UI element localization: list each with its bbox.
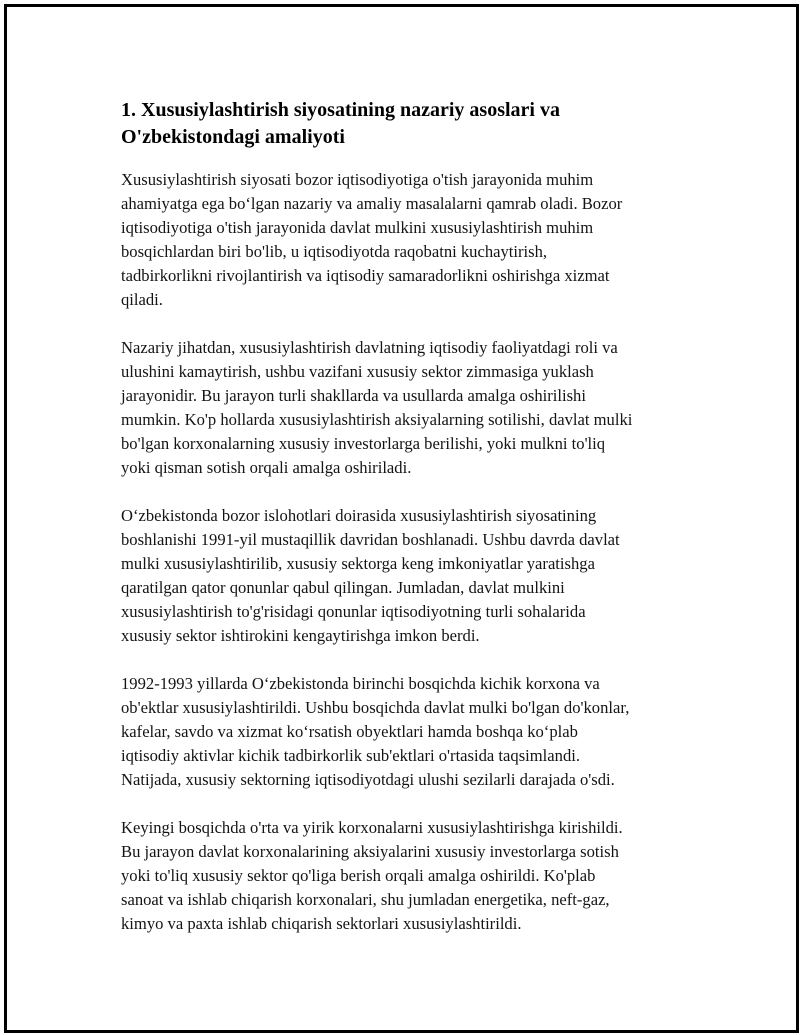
- paragraph-line: ob'ektlar xususiylashtirildi. Ushbu bosqichda davlat mulki bo'lgan do'konlar,: [121, 698, 630, 717]
- paragraph-line: qaratilgan qator qonunlar qabul qilingan. Jumladan, davlat mulkini: [121, 578, 565, 597]
- paragraph-line: bo'lgan korxonalarning xususiy investorlarga berilishi, yoki mulkni to'liq: [121, 434, 606, 453]
- paragraph-line: bosqichlardan biri bo'lib, u iqtisodiyotda raqobatni kuchaytirish,: [121, 242, 548, 261]
- paragraph: [121, 504, 741, 648]
- paragraph-line: tadbirkorlikni rivojlantirish va iqtisodiy samaradorlikni oshirishga xizmat: [121, 266, 610, 285]
- paragraph-line: ahamiyatga ega bo‘lgan nazariy va amaliy masalalarni qamrab oladi. Bozor: [121, 194, 623, 213]
- paragraph-line: 1992-1993 yillarda O‘zbekistonda birinchi bosqichda kichik korxona va: [121, 674, 600, 693]
- paragraph-line: kafelar, savdo va xizmat ko‘rsatish obyektlari hamda boshqa ko‘plab: [121, 722, 578, 741]
- paragraph: [121, 336, 741, 480]
- paragraph: [121, 168, 741, 312]
- paragraph-line: jarayonidir. Bu jarayon turli shakllarda va usullarda amalga oshirilishi: [121, 386, 586, 405]
- paragraph-line: qiladi.: [121, 290, 163, 309]
- paragraph: [121, 816, 741, 936]
- paragraph-line: mumkin. Ko'p hollarda xususiylashtirish aksiyalarning sotilishi, davlat mulki: [121, 410, 633, 429]
- paragraph-line: Xususiylashtirish siyosati bozor iqtisodiyotiga o'tish jarayonida muhim: [121, 170, 594, 189]
- paragraph-line: ulushini kamaytirish, ushbu vazifani xususiy sektor zimmasiga yuklash: [121, 362, 594, 381]
- paragraph-line: boshlanishi 1991-yil mustaqillik davridan boshlanadi. Ushbu davrda davlat: [121, 530, 620, 549]
- page-frame: [4, 4, 799, 1033]
- paragraph-line: mulki xususiylashtirilib, xususiy sektorga keng imkoniyatlar yaratishga: [121, 554, 595, 573]
- paragraph-line: Nazariy jihatdan, xususiylashtirish davlatning iqtisodiy faoliyatdagi roli va: [121, 338, 618, 357]
- paragraph-line: xususiy sektor ishtirokini kengaytirishga imkon berdi.: [121, 626, 480, 645]
- paragraph-line: Bu jarayon davlat korxonalarining aksiyalarini xususiy investorlarga sotish: [121, 842, 619, 861]
- paragraph-line: kimyo va paxta ishlab chiqarish sektorlari xususiylashtirildi.: [121, 914, 522, 933]
- paragraph-line: iqtisodiyotiga o'tish jarayonida davlat mulkini xususiylashtirish muhim: [121, 218, 594, 237]
- paragraph-line: yoki qisman sotish orqali amalga oshiriladi.: [121, 458, 412, 477]
- document-body: [121, 97, 741, 960]
- paragraph: [121, 672, 741, 792]
- heading-line: 1. Xususiylashtirish siyosatining nazariy asoslari va: [121, 99, 560, 121]
- paragraph-line: O‘zbekistonda bozor islohotlari doirasida xususiylashtirish siyosatining: [121, 506, 597, 525]
- section-heading: [121, 97, 741, 151]
- paragraph-line: Natijada, xususiy sektorning iqtisodiyotdagi ulushi sezilarli darajada o'sdi.: [121, 770, 615, 789]
- paragraph-line: xususiylashtirish to'g'risidagi qonunlar iqtisodiyotning turli sohalarida: [121, 602, 586, 621]
- paragraph-line: yoki to'liq xususiy sektor qo'liga berish orqali amalga oshirildi. Ko'plab: [121, 866, 596, 885]
- paragraph-line: iqtisodiy aktivlar kichik tadbirkorlik sub'ektlari o'rtasida taqsimlandi.: [121, 746, 580, 765]
- paragraph-line: sanoat va ishlab chiqarish korxonalari, shu jumladan energetika, neft-gaz,: [121, 890, 610, 909]
- heading-line: O'zbekistondagi amaliyoti: [121, 126, 345, 148]
- paragraph-line: Keyingi bosqichda o'rta va yirik korxonalarni xususiylashtirishga kirishildi.: [121, 818, 623, 837]
